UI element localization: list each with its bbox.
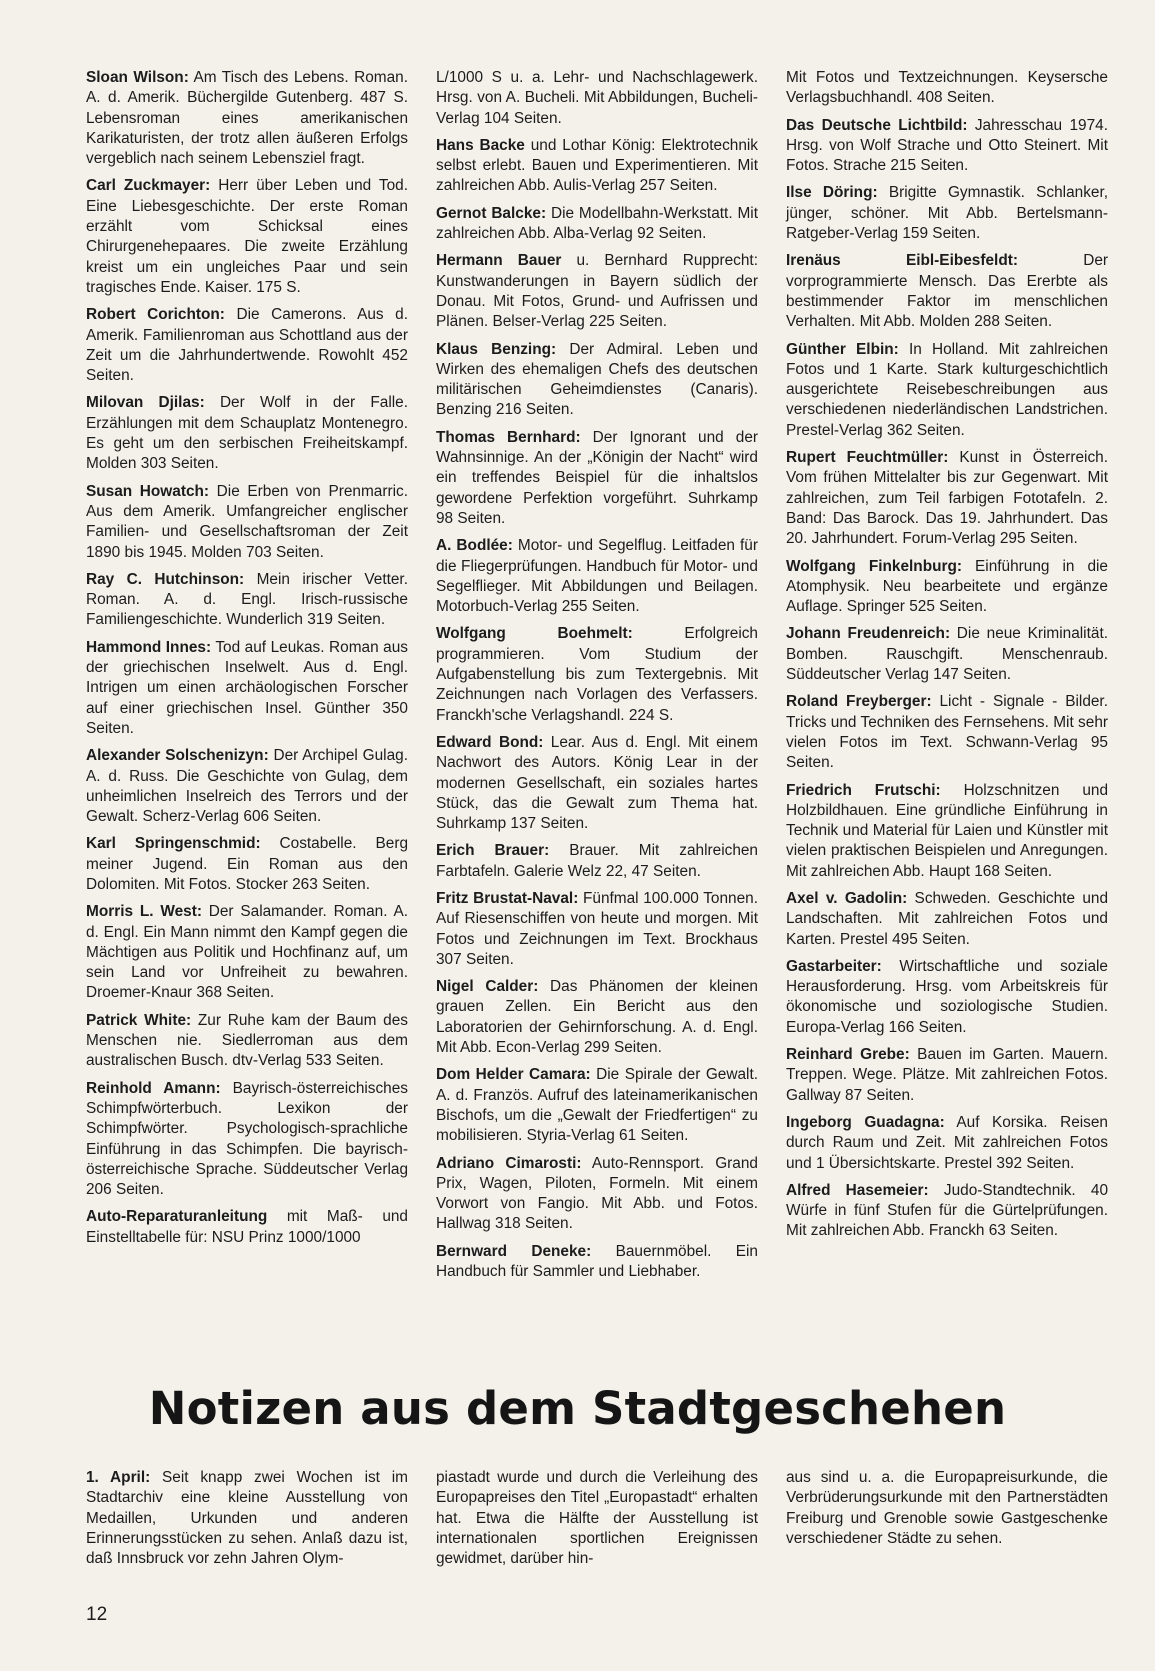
- book-entry: [786, 692, 1108, 773]
- book-author: Susan Howatch:: [86, 482, 210, 500]
- book-description: und Lothar König: Elektrotechnik selbst erlebt. Bauen und Experimentieren. Mit zahlreichen Abb. Aulis-Verlag 257 Seiten.: [436, 136, 759, 195]
- book-author: Johann Freudenreich:: [786, 625, 951, 643]
- book-description: Erfolgreich programmieren. Vom Studium der Aufgabenstellung bis zum Textergebnis. Mit Zeichnungen nach Vorlagen des Verfassers. Franckh'sche Verlagshandl. 224 S.: [436, 625, 758, 724]
- book-column-3: [786, 68, 1108, 1289]
- book-entry: [86, 482, 408, 563]
- book-description: Mein irischer Vetter. Roman. A. d. Engl. Irisch-russische Familiengeschichte. Wunderlich 319 Seiten.: [86, 570, 408, 629]
- book-author: Fritz Brustat-Naval:: [436, 889, 579, 907]
- book-entry: [436, 1065, 758, 1146]
- book-description: Tod auf Leukas. Roman aus der griechischen Inselwelt. Aus d. Engl. Intrigen um einen archäologischen Forscher auf einer griechischen Insel. Günther 350 Seiten.: [86, 638, 408, 737]
- book-description: Judo-Standtechnik. 40 Würfe in fünf Stufen für die Gürtelprüfungen. Mit zahlreichen Abb. Franckh 63 Seiten.: [786, 1181, 1109, 1240]
- book-author: Morris L. West:: [86, 903, 202, 921]
- book-description: Wirtschaftliche und soziale Herausforderung. Hrsg. vom Arbeitskreis für ökonomische und soziologische Studien. Europa-Verlag 166 Seiten.: [786, 957, 1108, 1036]
- book-description: u. Bernhard Rupprecht: Kunstwanderungen in Bayern südlich der Donau. Mit Fotos, Grund- und Aufrissen und Plänen. Belser-Verlag 225 Seiten.: [436, 252, 758, 331]
- book-entry: [786, 557, 1108, 618]
- book-entry: [86, 638, 408, 739]
- book-description: Costabelle. Berg meiner Jugend. Ein Roman aus den Dolomiten. Mit Fotos. Stocker 263 Seiten.: [86, 835, 408, 893]
- book-author: Alfred Hasemeier:: [786, 1181, 929, 1199]
- book-description: Fünfmal 100.000 Tonnen. Auf Riesenschiffen von heute und morgen. Mit Fotos und Zeichnungen im Text. Brockhaus 307 Seiten.: [436, 889, 759, 968]
- book-entry: [436, 136, 758, 197]
- book-description: Die neue Kriminalität. Bomben. Rauschgift. Menschenraub. Süddeutscher Verlag 147 Seiten.: [786, 625, 1108, 684]
- book-description: Der vorprogrammierte Mensch. Das Ererbte als bestimmender Faktor im menschlichen Verhalten. Mit Abb. Molden 288 Seiten.: [786, 252, 1108, 331]
- book-author: Reinhold Amann:: [86, 1079, 221, 1097]
- book-author: Milovan Djilas:: [86, 394, 205, 412]
- notice-column-2: [436, 1468, 758, 1569]
- book-column-1: [86, 68, 408, 1289]
- page-number: 12: [86, 1604, 108, 1625]
- book-description: Der Wolf in der Falle. Erzählungen mit dem Schauplatz Montenegro. Es geht um den serbischen Freiheitskampf. Molden 303 Seiten.: [86, 394, 408, 473]
- book-entry: [436, 68, 758, 129]
- book-author: Erich Brauer:: [436, 842, 550, 860]
- book-description: Herr über Leben und Tod. Eine Liebesgeschichte. Der erste Roman erzählt vom Schicksal eines Chirurgenehepaares. Die zweite Erzählung kreist um ein ungleiches Paar und sein tragisches Ende. Kaiser. 175 S.: [86, 177, 408, 296]
- book-description: Am Tisch des Lebens. Roman. A. d. Amerik. Büchergilde Gutenberg. 487 S. Lebensroman eines amerikanischen Karikaturisten, der trotz allen äußeren Erfolgs vergeblich nach seinem Lebensziel fragt.: [86, 69, 408, 168]
- city-notices: [86, 1468, 1108, 1569]
- book-entry: [86, 176, 408, 298]
- book-author: Auto-Reparaturanleitung: [86, 1208, 268, 1226]
- book-author: Axel v. Gadolin:: [786, 889, 908, 907]
- book-author: Irenäus Eibl-Eibesfeldt:: [786, 252, 1018, 270]
- book-description: Die Spirale der Gewalt. A. d. Französ. Aufruf des lateinamerikanischen Bischofs, um die „Gewalt der Friedfertigen“ zu mobilisieren. Styria-Verlag 61 Seiten.: [436, 1066, 758, 1145]
- book-author: Gernot Balcke:: [436, 204, 547, 222]
- book-author: Rupert Feuchtmüller:: [786, 449, 949, 467]
- book-entry: [786, 251, 1108, 332]
- book-description: Mit Fotos und Textzeichnungen. Keysersche Verlagsbuchhandl. 408 Seiten.: [786, 69, 1108, 107]
- book-entry: [786, 183, 1108, 244]
- book-description: Der Archipel Gulag. A. d. Russ. Die Geschichte von Gulag, dem unheimlichen Inselreich des Terrors und der Gewalt. Scherz-Verlag 606 Seiten.: [86, 747, 408, 826]
- book-author: Dom Helder Camara:: [436, 1066, 591, 1084]
- book-entry: [86, 1011, 408, 1072]
- book-description: Der Salamander. Roman. A. d. Engl. Ein Mann nimmt den Kampf gegen die Mächtigen aus Politik und Hochfinanz auf, um sein Land vor Unfreiheit zu bewahren. Droemer-Knaur 368 Seiten.: [86, 903, 408, 1002]
- book-list: [86, 68, 1108, 1289]
- book-entry: [86, 746, 408, 827]
- book-author: Hans Backe: [436, 136, 525, 154]
- book-author: Wolfgang Boehmelt:: [436, 625, 633, 643]
- book-description: Licht - Signale - Bilder. Tricks und Techniken des Fernsehens. Mit sehr vielen Fotos im Text. Schwann-Verlag 95 Seiten.: [786, 693, 1108, 772]
- book-author: Das Deutsche Lichtbild:: [786, 116, 968, 134]
- book-description: Bayrisch-österreichisches Schimpfwörterbuch. Lexikon der Schimpfwörter. Psychologisch-sprachliche Einführung in das Schimpfen. Die bayrisch-österreichische Sprache. Süddeutscher Verlag 206 Seiten.: [86, 1079, 408, 1199]
- book-description: Auto-Rennsport. Grand Prix, Wagen, Piloten, Formeln. Mit einem Vorwort von Fangio. Mit Abb. und Fotos. Hallwag 318 Seiten.: [436, 1154, 758, 1233]
- book-author: Thomas Bernhard:: [436, 428, 581, 446]
- book-author: Reinhard Grebe:: [786, 1046, 910, 1064]
- book-entry: [786, 781, 1108, 882]
- book-entry: [786, 1113, 1108, 1174]
- book-entry: [786, 448, 1108, 549]
- book-entry: [786, 1045, 1108, 1106]
- book-entry: [436, 889, 758, 970]
- book-description: Bauen im Garten. Mauern. Treppen. Wege. Plätze. Mit zahlreichen Fotos. Gallway 87 Seiten.: [786, 1046, 1108, 1104]
- book-entry: [786, 1181, 1108, 1242]
- book-entry: [786, 957, 1108, 1038]
- book-author: Bernward Deneke:: [436, 1242, 592, 1260]
- book-author: Klaus Benzing:: [436, 340, 557, 358]
- book-entry: [436, 1154, 758, 1235]
- book-entry: [786, 624, 1108, 685]
- book-description: mit Maß- und Einstelltabelle für: NSU Prinz 1000/1000: [86, 1208, 408, 1246]
- book-description: Auf Korsika. Reisen durch Raum und Zeit. Mit zahlreichen Fotos und 1 Übersichtskarte. Prestel 392 Seiten.: [786, 1113, 1108, 1172]
- book-entry: [786, 68, 1108, 109]
- book-description: Brauer. Mit zahlreichen Farbtafeln. Galerie Welz 22, 47 Seiten.: [436, 842, 758, 880]
- book-description: Motor- und Segelflug. Leitfaden für die Fliegerprüfungen. Handbuch für Motor- und Segelflieger. Mit Abbildungen und Beilagen. Motorbuch-Verlag 255 Seiten.: [436, 537, 758, 616]
- book-author: Adriano Cimarosti:: [436, 1154, 582, 1172]
- book-entry: [786, 116, 1108, 177]
- book-description: Schweden. Geschichte und Landschaften. Mit zahlreichen Fotos und Karten. Prestel 495 Seiten.: [786, 889, 1108, 948]
- book-entry: [86, 1207, 408, 1248]
- book-description: Zur Ruhe kam der Baum des Menschen nie. Siedlerroman aus dem australischen Busch. dtv-Verlag 533 Seiten.: [86, 1011, 408, 1070]
- book-entry: [436, 340, 758, 421]
- book-entry: [436, 1242, 758, 1283]
- book-description: Bauernmöbel. Ein Handbuch für Sammler und Liebhaber.: [436, 1242, 758, 1281]
- book-entry: [86, 1079, 408, 1201]
- book-description: Der Admiral. Leben und Wirken des ehemaligen Chefs des deutschen militärischen Geheimdienstes (Canaris). Benzing 216 Seiten.: [436, 340, 758, 419]
- book-author: Carl Zuckmayer:: [86, 177, 211, 195]
- book-description: Brigitte Gymnastik. Schlanker, jünger, schöner. Mit Abb. Bertelsmann-Ratgeber-Verlag 159 Seiten.: [786, 184, 1109, 243]
- section-heading: Notizen aus dem Stadtgeschehen: [148, 1382, 1007, 1435]
- book-description: Die Camerons. Aus d. Amerik. Familienroman aus Schottland aus der Zeit um die Jahrhundertwende. Rowohlt 452 Seiten.: [86, 306, 408, 385]
- book-description: Der Ignorant und der Wahnsinnige. An der „Königin der Nacht“ wird ein treffendes Beispiel für die inhaltslos gewordene Perfektion vorgeführt. Suhrkamp 98 Seiten.: [436, 428, 758, 527]
- book-entry: [786, 889, 1108, 950]
- book-description: Jahresschau 1974. Hrsg. von Wolf Strache und Otto Steinert. Mit Fotos. Strache 215 Seiten.: [786, 116, 1108, 175]
- book-description: Holzschnitzen und Holzbildhauen. Eine gründliche Einführung in Technik und Material für Laien und Künstler mit vielen praktischen Beispielen und Anregungen. Mit zahlreichen Abb. Haupt 168 Seiten.: [786, 781, 1109, 880]
- book-entry: [786, 340, 1108, 441]
- book-entry: [436, 624, 758, 725]
- book-description: Die Erben von Prenmarric. Aus dem Amerik. Umfangreicher englischer Familien- und Gesellschaftsroman der Zeit 1890 bis 1945. Molden 703 Seiten.: [86, 482, 408, 561]
- book-author: Ilse Döring:: [786, 184, 878, 202]
- book-author: Nigel Calder:: [436, 978, 539, 996]
- notice-text: piastadt wurde und durch die Verleihung des Europapreises den Titel „Europastadt“ erhalten hat. Etwa die Hälfte der Ausstellung ist internationalen sportlichen Ereignissen gewidmet, darüber hin-: [436, 1469, 758, 1568]
- book-author: Roland Freyberger:: [786, 693, 932, 711]
- notice-date: 1. April:: [86, 1469, 151, 1486]
- book-author: Robert Corichton:: [86, 306, 225, 324]
- book-entry: [436, 204, 758, 245]
- notice-column-3: [786, 1468, 1108, 1569]
- book-author: Hammond Innes:: [86, 638, 212, 656]
- book-entry: [436, 733, 758, 834]
- book-entry: [86, 305, 408, 386]
- book-author: Patrick White:: [86, 1011, 192, 1029]
- book-entry: [436, 536, 758, 617]
- notice-text: Seit knapp zwei Wochen ist im Stadtarchiv eine kleine Ausstellung von Medaillen, Urkunden und anderen Erinnerungsstücken zu sehen. Anlaß dazu ist, daß Innsbruck vor zehn Jahren Olym-: [86, 1469, 408, 1568]
- book-description: Das Phänomen der kleinen grauen Zellen. Ein Bericht aus den Laboratorien der Gehirnforschung. A. d. Engl. Mit Abb. Econ-Verlag 299 Seiten.: [436, 978, 758, 1057]
- book-author: Edward Bond:: [436, 733, 544, 751]
- notice-text: aus sind u. a. die Europapreisurkunde, die Verbrüderungsurkunde mit den Partnerstädten Freiburg und Grenoble sowie Gastgeschenke verschiedener Städte zu sehen.: [786, 1469, 1108, 1547]
- book-author: Karl Springenschmid:: [86, 835, 261, 853]
- book-entry: [436, 251, 758, 332]
- book-author: Gastarbeiter:: [786, 957, 882, 975]
- book-description: Einführung in die Atomphysik. Neu bearbeitete und ergänze Auflage. Springer 525 Seiten.: [786, 557, 1108, 616]
- book-entry: [436, 841, 758, 882]
- book-description: In Holland. Mit zahlreichen Fotos und 1 Karte. Stark kulturgeschichtlich ausgerichtete Reisebeschreibungen aus verschiedenen niederländischen Landstrichen. Prestel-Verlag 362 Seiten.: [786, 340, 1109, 439]
- book-description: Die Modellbahn-Werkstatt. Mit zahlreichen Abb. Alba-Verlag 92 Seiten.: [436, 204, 758, 243]
- book-author: Sloan Wilson:: [86, 69, 189, 86]
- book-entry: [436, 428, 758, 529]
- book-entry: [86, 570, 408, 631]
- book-description: Lear. Aus d. Engl. Mit einem Nachwort des Autors. König Lear in der modernen Gesellschaft, ein soziales hartes Stück, das die Gewalt zum Thema hat. Suhrkamp 137 Seiten.: [436, 733, 758, 833]
- book-entry: [86, 834, 408, 895]
- book-entry: [436, 977, 758, 1058]
- book-author: Günther Elbin:: [786, 340, 899, 358]
- book-entry: [86, 68, 408, 169]
- notice-paragraph: [86, 1468, 408, 1569]
- book-author: A. Bodlée:: [436, 537, 513, 555]
- book-author: Alexander Solschenizyn:: [86, 747, 269, 765]
- book-author: Wolfgang Finkelnburg:: [786, 557, 963, 575]
- book-entry: [86, 393, 408, 474]
- book-author: Hermann Bauer: [436, 252, 562, 270]
- notice-column-1: [86, 1468, 408, 1569]
- book-author: Ingeborg Guadagna:: [786, 1113, 945, 1131]
- book-column-2: [436, 68, 758, 1289]
- book-author: Friedrich Frutschi:: [786, 781, 941, 799]
- book-author: Ray C. Hutchinson:: [86, 570, 245, 588]
- book-entry: [86, 902, 408, 1003]
- book-description: Kunst in Österreich. Vom frühen Mittelalter bis zur Gegenwart. Mit zahlreichen, zum Teil farbigen Fototafeln. 2. Band: Das Barock. Das 19. Jahrhundert. Das 20. Jahrhundert. Forum-Verlag 295 Seiten.: [786, 449, 1108, 548]
- book-description: L/1000 S u. a. Lehr- und Nachschlagewerk. Hrsg. von A. Bucheli. Mit Abbildungen, Bucheli-Verlag 104 Seiten.: [436, 69, 758, 127]
